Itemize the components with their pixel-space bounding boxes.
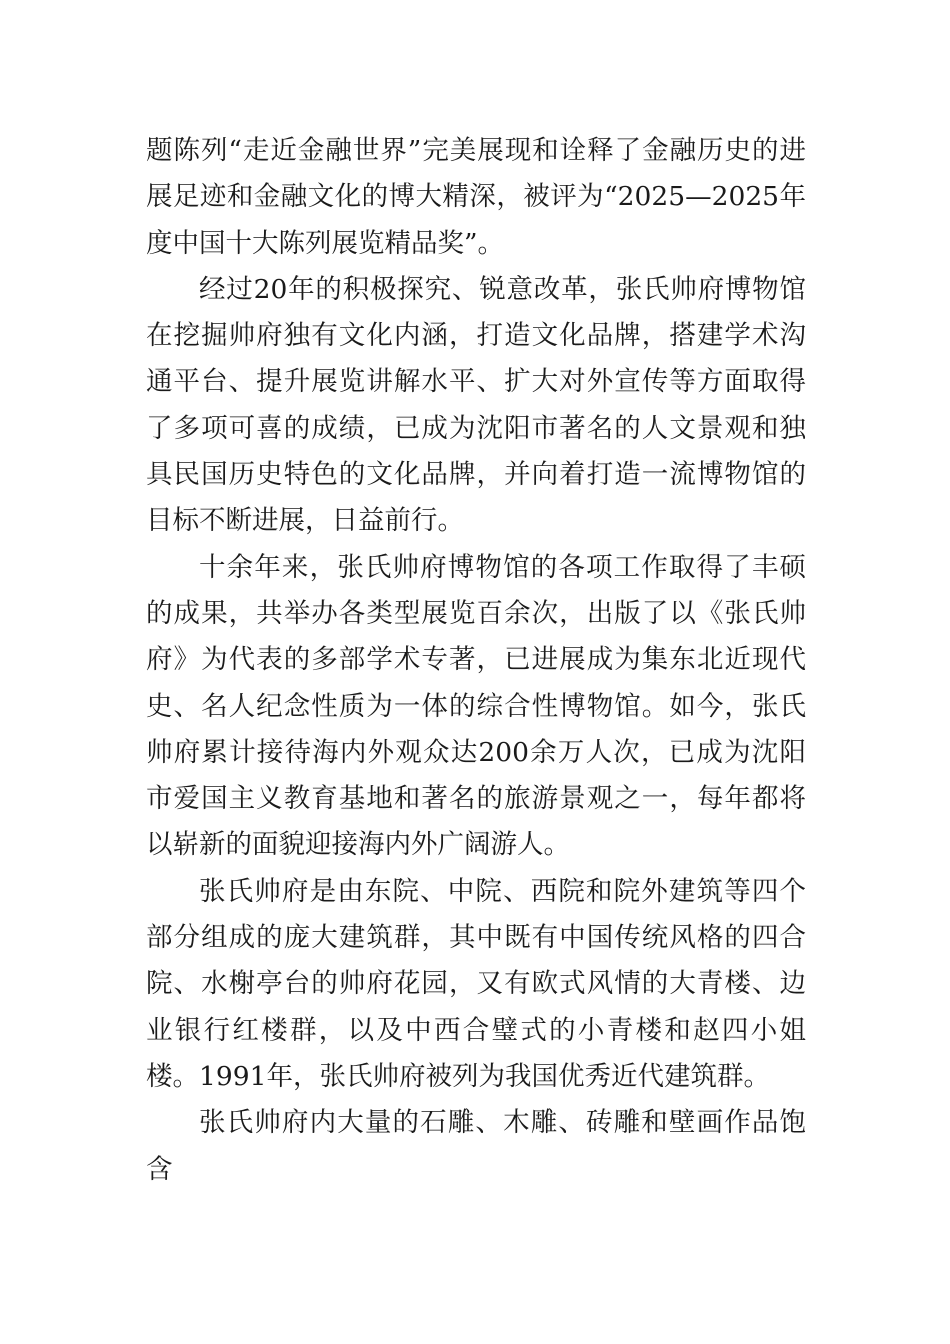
paragraph: 张氏帅府是由东院、中院、西院和院外建筑等四个部分组成的庞大建筑群，其中既有中国传统风格的四合院、水榭亭台的帅府花园，又有欧式风情的大青楼、边业银行红楼群，以及中西合璧式的小青楼和赵四小姐楼。1991年，张氏帅府被列为我国优秀近代建筑群。	[146, 875, 806, 1092]
paragraph: 经过20年的积极探究、锐意改革，张氏帅府博物馆在挖掘帅府独有文化内涵，打造文化品牌，搭建学术沟通平台、提升展览讲解水平、扩大对外宣传等方面取得了多项可喜的成绩，已成为沈阳市著名的人文景观和独具民国历史特色的文化品牌，并向着打造一流博物馆的目标不断进展，日益前行。	[146, 273, 806, 537]
document-body	[146, 128, 806, 1193]
paragraph: 张氏帅府内大量的石雕、木雕、砖雕和壁画作品饱含	[146, 1107, 806, 1185]
paragraph: 十余年来，张氏帅府博物馆的各项工作取得了丰硕的成果，共举办各类型展览百余次，出版了以《张氏帅府》为代表的多部学术专著，已进展成为集东北近现代史、名人纪念性质为一体的综合性博物馆。如今，张氏帅府累计接待海内外观众达200余万人次，已成为沈阳市爱国主义教育基地和著名的旅游景观之一，每年都将以崭新的面貌迎接海内外广阔游人。	[146, 551, 806, 861]
paragraph-continuation: 题陈列“走近金融世界”完美展现和诠释了金融历史的进展足迹和金融文化的博大精深，被评为“2025—2025年度中国十大陈列展览精品奖”。	[146, 135, 806, 259]
